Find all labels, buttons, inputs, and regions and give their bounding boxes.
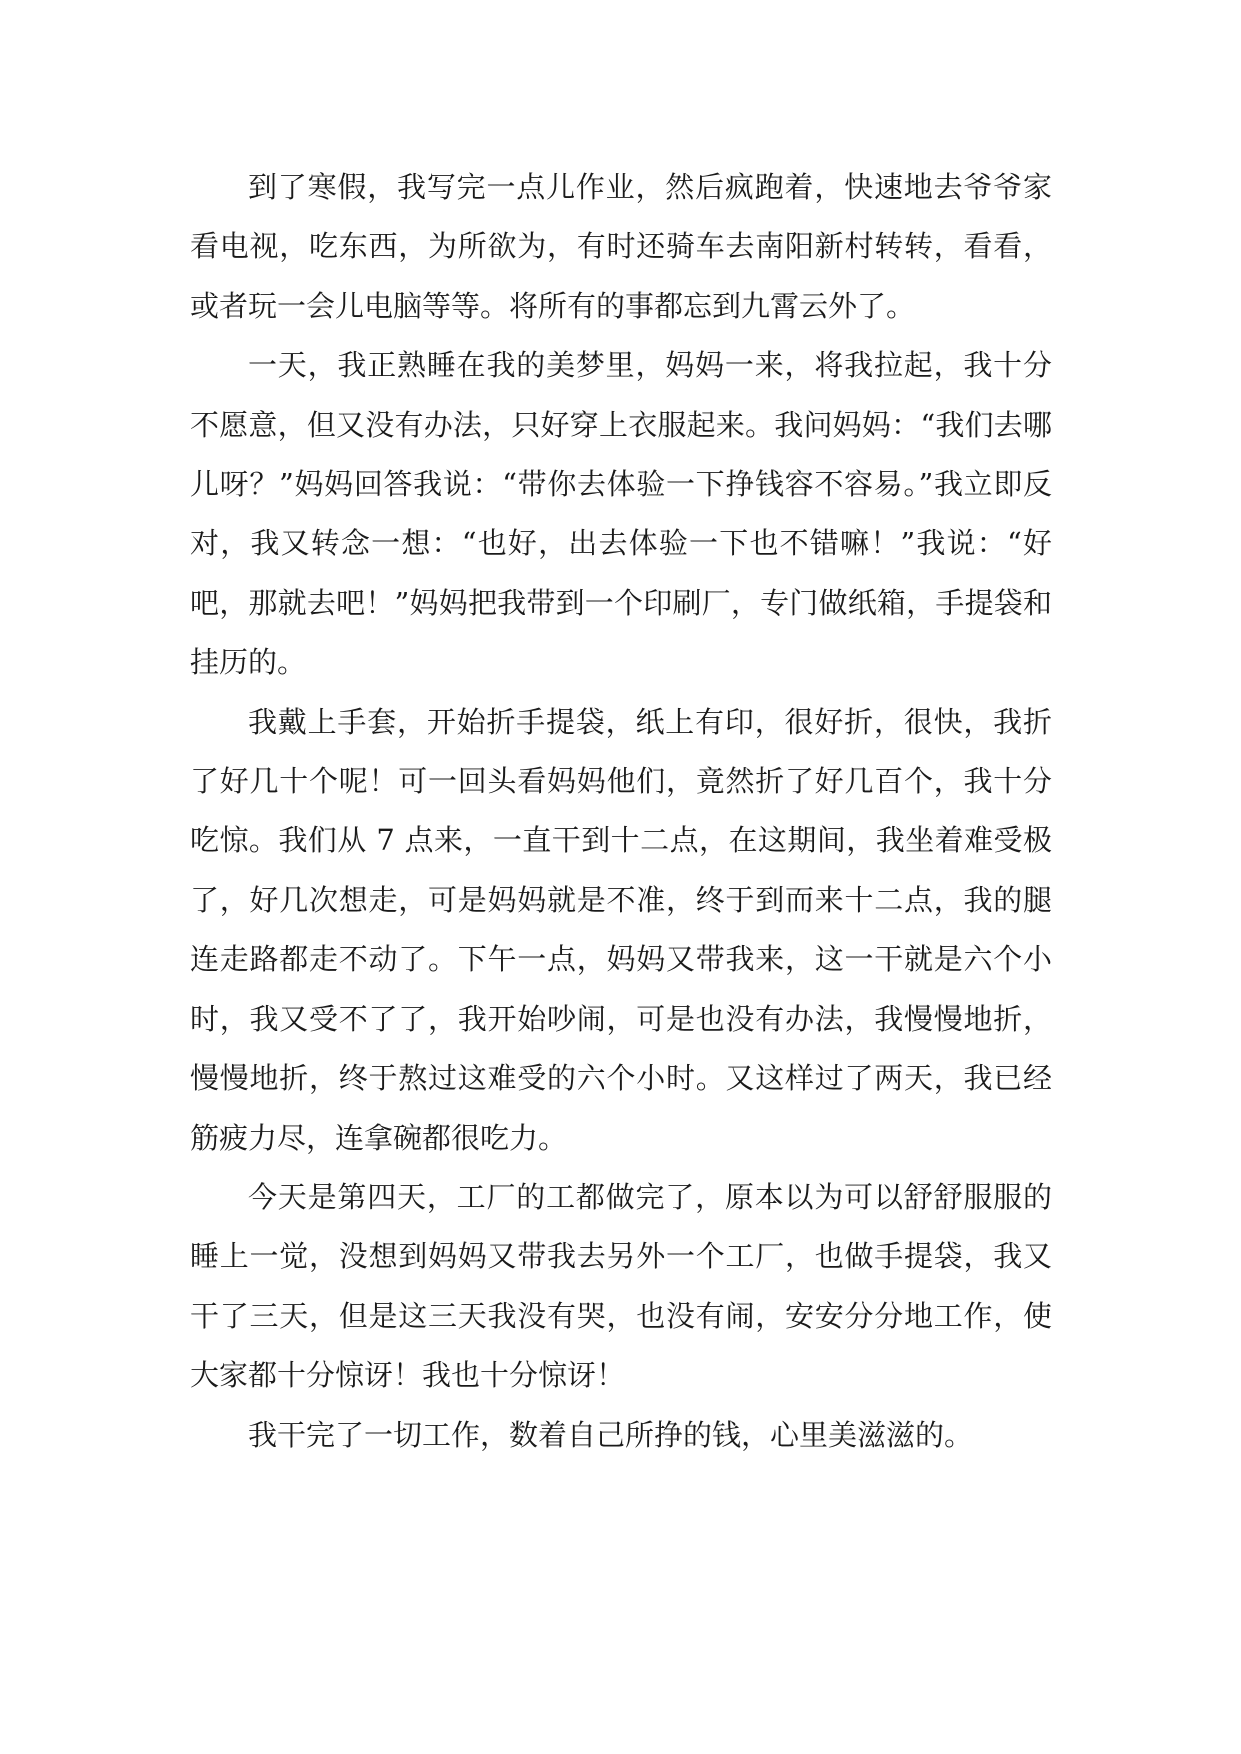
document-body	[190, 158, 1052, 1465]
paragraph-5: 我干完了一切工作，数着自己所挣的钱，心里美滋滋的。	[248, 1417, 974, 1452]
paragraph-4: 今天是第四天，工厂的工都做完了，原本以为可以舒舒服服的睡上一觉，没想到妈妈又带我去另外一个工厂，也做手提袋，我又干了三天，但是这三天我没有哭，也没有闹，安安分分地工作，使大家都十分惊讶！我也十分惊讶！	[190, 1179, 1052, 1393]
paragraph-1: 到了寒假，我写完一点儿作业，然后疯跑着，快速地去爷爷家看电视，吃东西，为所欲为，有时还骑车去南阳新村转转，看看，或者玩一会儿电脑等等。将所有的事都忘到九霄云外了。	[190, 170, 1052, 323]
paragraph-2: 一天，我正熟睡在我的美梦里，妈妈一来，将我拉起，我十分不愿意，但又没有办法，只好穿上衣服起来。我问妈妈：“我们去哪儿呀？”妈妈回答我说：“带你去体验一下挣钱容不容易。”我立即反对，我又转念一想：“也好，出去体验一下也不错嘛！”我说：“好吧，那就去吧！”妈妈把我带到一个印刷厂，专门做纸箱，手提袋和挂历的。	[190, 348, 1052, 680]
paragraph-3: 我戴上手套，开始折手提袋，纸上有印，很好折，很快，我折了好几十个呢！可一回头看妈妈他们，竟然折了好几百个，我十分吃惊。我们从 7 点来，一直干到十二点，在这期间，我坐着难受极了，好几次想走，可是妈妈就是不准，终于到而来十二点，我的腿连走路都走不动了。下午一点，妈妈又带我来，这一干就是六个小时，我又受不了了，我开始吵闹，可是也没有办法，我慢慢地折，慢慢地折，终于熬过这难受的六个小时。又这样过了两天，我已经筋疲力尽，连拿碗都很吃力。	[190, 704, 1052, 1155]
